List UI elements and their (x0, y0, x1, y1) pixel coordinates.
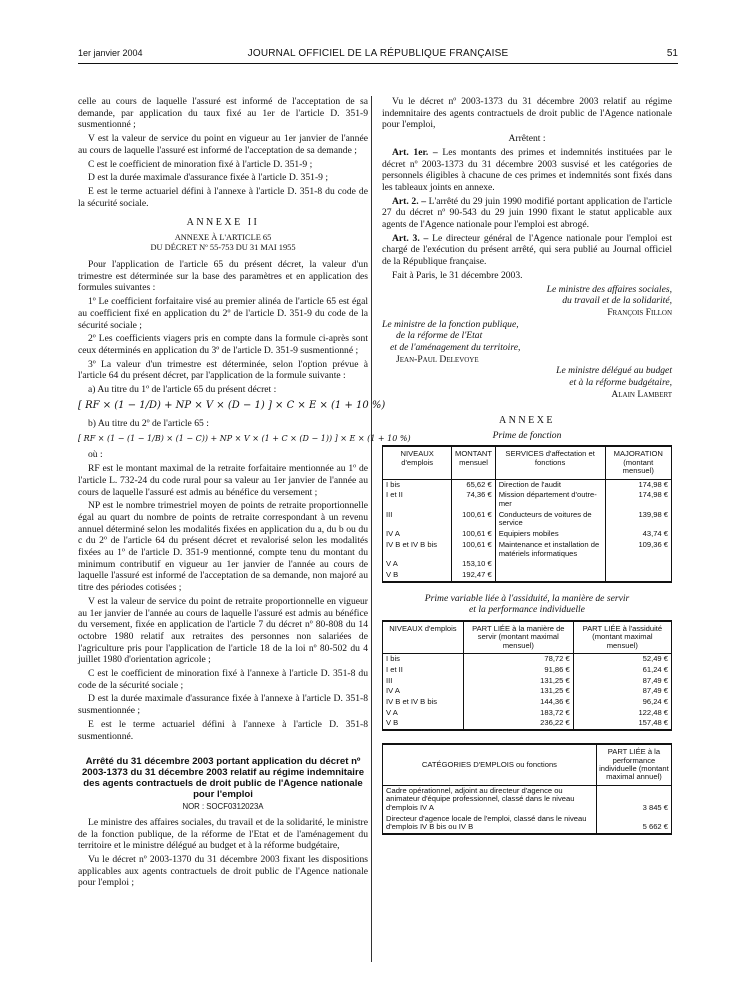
header-date: 1er janvier 2004 (78, 48, 143, 58)
annex-ii-subtitle (78, 233, 368, 254)
signature-title: Le ministre des affaires sociales, (546, 283, 672, 295)
table-cell: 91,86 € (463, 665, 573, 676)
table-cell: 174,98 € (605, 490, 671, 509)
annex-ii-title: ANNEXE II (186, 217, 260, 229)
column-divider (371, 96, 372, 962)
table-cell: 192,47 € (452, 570, 495, 582)
signature-block-1 (382, 284, 672, 319)
signature-block-2 (382, 319, 672, 366)
table-row (383, 479, 672, 490)
nor-reference: NOR : SOCF0312023A (182, 802, 264, 812)
annex-sub-line: ANNEXE À L'ARTICLE 65 (174, 232, 272, 242)
paragraph: 3º La valeur d'un trimestre est déterminée, selon l'option prévue à l'article 64 du présent décret, par l'application de la formule suivante : (78, 358, 368, 382)
article-2 (382, 196, 672, 231)
paragraph: 1º Le coefficient forfaitaire visé au premier alinéa de l'article 65 est égal au coefficient fixé en application du 2º de l'article D. 351-9 du code de la sécurité sociale ; (78, 296, 368, 331)
paragraph: Le ministre des affaires sociales, du travail et de la solidarité, le ministre de la fonction publique, de la réforme de l'Etat et de l'aménagement du territoire et le ministre délégué au budget et à la réforme budgétaire, (78, 816, 368, 852)
table-cell: V A (383, 708, 464, 719)
table-cell: 131,25 € (463, 686, 573, 697)
caption-line: Prime variable liée à l'assiduité, la manière de servir (424, 592, 630, 604)
table-cell: 43,74 € (605, 529, 671, 540)
table-cell: 122,48 € (573, 708, 671, 719)
table-cell: 61,24 € (573, 665, 671, 676)
table-row (383, 785, 672, 814)
signature-title: du travail et de la solidarité, (562, 295, 672, 307)
table-cell: I et II (383, 665, 464, 676)
right-column (382, 96, 672, 835)
table-cell: V B (383, 570, 452, 582)
table-row (383, 540, 672, 559)
signature-title: et de l'aménagement du territoire, (390, 342, 521, 354)
table-row (383, 570, 672, 582)
signature-title: et à la réforme budgétaire, (569, 377, 672, 389)
paragraph: 2º Les coefficients viagers pris en compte dans la formule ci-après sont ceux déterminés en application du 3º de l'article D. 351-9 susmentionné ; (78, 333, 368, 356)
table2-caption (382, 593, 672, 616)
table-cell (605, 570, 671, 582)
formula-b: [ RF × (1 − (1 − 1/B) × (1 − C)) + NP × V × (1 + C × (D − 1)) ] × E × (1 + 10 %) (78, 433, 411, 443)
table-cell: 3 845 € (596, 785, 671, 814)
paragraph: V est la valeur de service du point en vigueur au 1er janvier de l'année au cours de laquelle l'assuré est informé de l'acceptation de sa demande ; (78, 133, 368, 156)
table-row (383, 708, 672, 719)
table-header: NIVEAUX d'emplois (383, 446, 452, 479)
signature-title: de la réforme de l'Etat (396, 330, 483, 342)
paragraph: E est le terme actuariel défini à l'annexe à l'article D. 351-8 du code de la sécurité sociale. (78, 185, 368, 209)
table-cell: Conducteurs de voitures de service (495, 510, 605, 529)
table-row (383, 529, 672, 540)
table-header: NIVEAUX d'emplois (383, 621, 464, 654)
table-header: MAJORATION (montant mensuel) (605, 446, 671, 479)
paragraph: C est le coefficient de minoration fixé à l'article D. 351-9 ; (88, 158, 313, 170)
article-label: Art. 3. – (392, 232, 429, 244)
table-row (383, 490, 672, 509)
paragraph: Vu le décret nº 2003-1373 du 31 décembre 2003 relatif au régime indemnitaire des agents contractuels de droit public de l'Agence nationale pour l'emploi, (382, 96, 672, 131)
paragraph: a) Au titre du 1º de l'article 65 du présent décret : (88, 384, 277, 396)
table-row (383, 686, 672, 697)
table-row (383, 697, 672, 708)
table1-caption: Prime de fonction (492, 429, 562, 441)
page-header (78, 48, 678, 62)
table-header: PART LIÉE à la manière de servir (montant maximal mensuel) (463, 621, 573, 654)
table-cell: 153,10 € (452, 559, 495, 570)
signatory-name: Alain Lambert (611, 388, 672, 400)
table-header: PART LIÉE à la performance individuelle (montant maximal annuel) (596, 744, 671, 785)
table-cell: 52,49 € (573, 654, 671, 665)
table-cell: III (383, 510, 452, 529)
paragraph: E est le terme actuariel défini à l'annexe à l'article D. 351-8 susmentionné. (78, 718, 368, 742)
table-cell: IV B et IV B bis (383, 697, 464, 708)
table-row (383, 718, 672, 730)
table-cell: 157,48 € (573, 718, 671, 730)
table-cell: 78,72 € (463, 654, 573, 665)
table-cell: Equipiers mobiles (495, 529, 605, 540)
table-cell: 109,36 € (605, 540, 671, 559)
fait-line: Fait à Paris, le 31 décembre 2003. (392, 269, 523, 281)
table-cell: IV A (383, 686, 464, 697)
table-cell: 74,36 € (452, 490, 495, 509)
table-cell: Directeur d'agence locale de l'emploi, classé dans le niveau d'emplois IV B bis ou IV B (383, 814, 597, 834)
table-cell: V B (383, 718, 464, 730)
arrete-title: Arrêté du 31 décembre 2003 portant application du décret nº 2003-1373 du 31 décembre 2003 relatif au régime indemnitaire des agents contractuels de droit public de l'Agence nationale pour l'emploi (81, 756, 365, 801)
table-cell: 131,25 € (463, 676, 573, 687)
signatory-name: François Fillon (607, 306, 672, 318)
table-cell: 183,72 € (463, 708, 573, 719)
table-cell: Maintenance et installation de matériels informatiques (495, 540, 605, 559)
signatory-name: Jean-Paul Delevoye (396, 353, 479, 365)
table-row (383, 676, 672, 687)
table-cell: IV A (383, 529, 452, 540)
table-cell: Direction de l'audit (495, 479, 605, 490)
table-cell: 87,49 € (573, 686, 671, 697)
table-cell: I bis (383, 654, 464, 665)
article-text: Les montants des primes et indemnités instituées par le décret nº 2003-1373 du 31 décembre 2003 susvisé et les catégories de personnels éligibles à chacune de ces primes et indemnités sont fixés dans les tableaux joints en annexe. (382, 146, 672, 193)
table-cell: I et II (383, 490, 452, 509)
paragraph: Vu le décret nº 2003-1370 du 31 décembre 2003 fixant les dispositions applicables aux agents contractuels de droit public de l'Agence nationale pour l'emploi ; (78, 854, 368, 889)
table-header: CATÉGORIES D'EMPLOIS ou fonctions (383, 744, 597, 785)
paragraph: RF est le montant maximal de la retraite forfaitaire mentionnée au 1º de l'article L. 732-24 du code rural pour sa valeur au 1er janvier de l'année au cours de laquelle l'assuré est admis au bénéfice du versement ; (78, 463, 368, 498)
table-cell: 100,61 € (452, 529, 495, 540)
table-cell: 100,61 € (452, 510, 495, 529)
paragraph: b) Au titre du 2º de l'article 65 : (88, 417, 209, 429)
table-cell: 5 662 € (596, 814, 671, 834)
table-header: PART LIÉE à l'assiduité (montant maximal mensuel) (573, 621, 671, 654)
article-3 (382, 233, 672, 268)
caption-line: et la performance individuelle (469, 604, 585, 616)
table-cell: 87,49 € (573, 676, 671, 687)
signature-title: Le ministre de la fonction publique, (382, 318, 519, 330)
table-row (383, 510, 672, 529)
table-cell (495, 559, 605, 570)
table-header: MONTANT mensuel (452, 446, 495, 479)
table-cell: Cadre opérationnel, adjoint au directeur d'agence ou animateur d'équipe professionnel, classé dans le niveau d'emplois IV A (383, 785, 597, 814)
paragraph: D est la durée maximale d'assurance fixée à l'article D. 351-9 ; (88, 172, 329, 184)
table-cell: 174,98 € (605, 479, 671, 490)
paragraph: Pour l'application de l'article 65 du présent décret, la valeur d'un trimestre est déterminée sur la base des paramètres et en application des formules suivantes : (78, 259, 368, 294)
table-row (383, 559, 672, 570)
paragraph: V est la valeur de service du point de retraite proportionnelle en vigueur au 1er janvier de l'année au cours de laquelle l'assuré est admis au bénéfice du versement, fixée en application de l'article 7 du décret nº 80-808 du 14 octobre 1980 relatif aux retraites des personnes non salariées de l'agriculture pris pour l'application de l'article 18 de la loi nº 80-502 du 4 juillet 1980 d'orientation agricole ; (78, 595, 368, 666)
arretent-heading: Arrêtent : (508, 133, 546, 145)
table-cell (605, 559, 671, 570)
signature-title: Le ministre délégué au budget (556, 365, 672, 377)
table-cell: Mission département d'outre-mer (495, 490, 605, 509)
table-cell: 96,24 € (573, 697, 671, 708)
article-label: Art. 1er. – (392, 146, 438, 158)
table-header: SERVICES d'affectation et fonctions (495, 446, 605, 479)
table-cell: V A (383, 559, 452, 570)
table-row (383, 654, 672, 665)
paragraph: où : (88, 449, 103, 461)
table-cell: 236,22 € (463, 718, 573, 730)
article-label: Art. 2. – (392, 195, 427, 207)
table-row (383, 665, 672, 676)
paragraph: C est le coefficient de minoration fixé à l'annexe à l'article D. 351-8 du code de la sécurité sociale ; (78, 668, 368, 691)
formula-a: [ RF × (1 − 1/D) + NP × V × (D − 1) ] × C × E × (1 + 10 %) (78, 399, 386, 411)
table-cell: 65,62 € (452, 479, 495, 490)
annexe-title: ANNEXE (498, 414, 556, 426)
prime-variable-table (382, 620, 672, 731)
table-cell: III (383, 676, 464, 687)
header-rule (78, 63, 678, 64)
journal-title: JOURNAL OFFICIEL DE LA RÉPUBLIQUE FRANÇAISE (247, 48, 509, 59)
table-cell: IV B et IV B bis (383, 540, 452, 559)
table-cell (495, 570, 605, 582)
table-cell: 139,98 € (605, 510, 671, 529)
paragraph: D est la durée maximale d'assurance fixée à l'annexe à l'article D. 351-8 susmentionnée ; (78, 693, 368, 717)
prime-fonction-table (382, 445, 672, 582)
article-1 (382, 147, 672, 194)
annex-sub-line: DU DÉCRET Nº 55-753 DU 31 MAI 1955 (150, 242, 296, 252)
page-number: 51 (666, 48, 678, 59)
table-cell: 100,61 € (452, 540, 495, 559)
table-cell: 144,36 € (463, 697, 573, 708)
paragraph: NP est le nombre trimestriel moyen de points de retraite proportionnelle égal au quart du nombre de points de retraite correspondant à un revenu annuel déterminé selon les modalités fixées en application du a, du b ou du c du 2º de l'article 64 du présent décret et revalorisé selon les modalités fixées au 1º de l'article D. 351-9 mentionné, compte tenu du montant du minimum contributif en vigueur au 1er janvier de l'année au cours de laquelle l'assuré est informé de l'acceptation de sa demande, non majoré au titre des périodes cotisées ; (78, 500, 368, 594)
table-row (383, 814, 672, 834)
signature-block-3 (382, 365, 672, 400)
article-text: Le directeur général de l'Agence nationale pour l'emploi est chargé de l'exécution du présent arrêté, qui sera publié au Journal officiel de la République française. (382, 232, 672, 268)
article-text: L'arrêté du 29 juin 1990 modifié portant application de l'article 27 du décret nº 90-543 du 29 juin 1990 fixant le statut applicable aux agents de l'Agence nationale pour l'emploi est abrogé. (382, 195, 672, 231)
performance-table (382, 743, 672, 835)
paragraph: celle au cours de laquelle l'assuré est informé de l'acceptation de sa demande, par application du taux fixé au 1er de l'article D. 351-9 susmentionné ; (78, 96, 368, 131)
table-cell: I bis (383, 479, 452, 490)
